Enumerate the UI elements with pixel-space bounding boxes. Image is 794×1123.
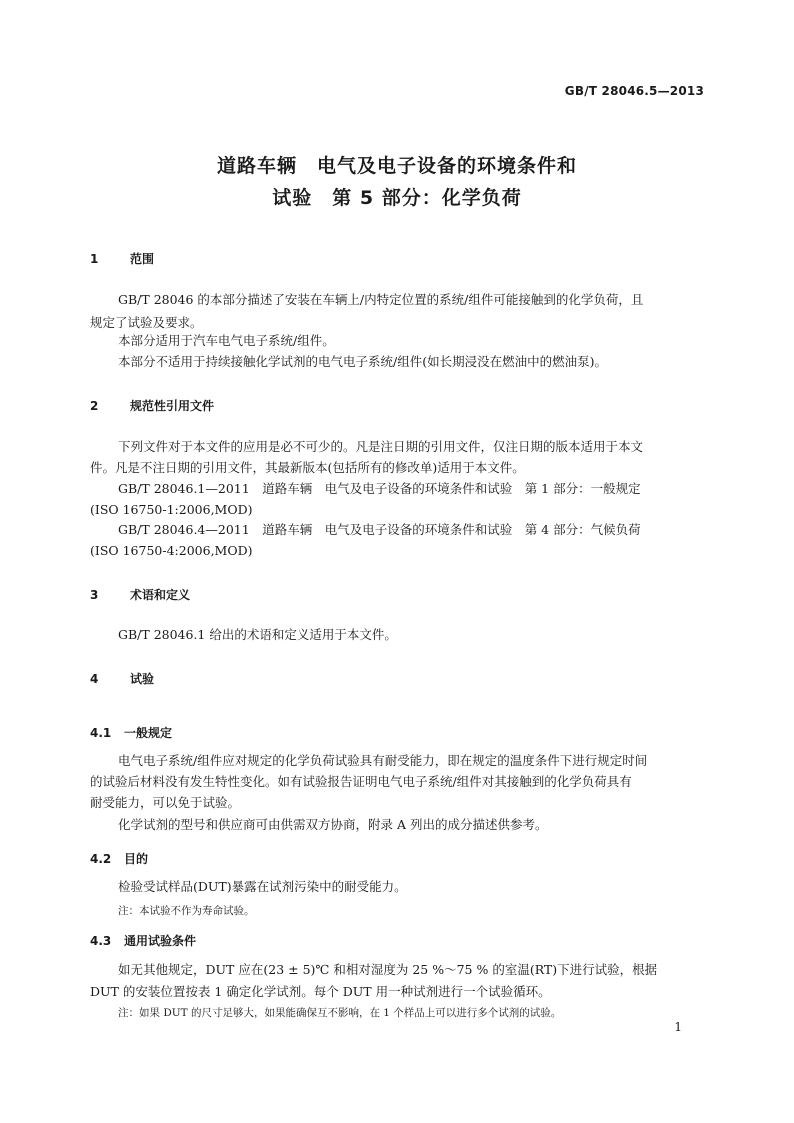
reference-entry-continuation: (ISO 16750-4:2006,MOD)	[90, 543, 253, 558]
paragraph: 本部分不适用于持续接触化学试剂的电气电子系统/组件(如长期浸没在燃油中的燃油泵)。	[118, 354, 607, 369]
section-4-heading	[90, 670, 154, 687]
section-title: 规范性引用文件	[130, 399, 215, 413]
paragraph: 电气电子系统/组件应对规定的化学负荷试验具有耐受能力，即在规定的温度条件下进行规定时间	[118, 753, 648, 768]
paragraph: 本部分适用于汽车电气电子系统/组件。	[118, 333, 335, 348]
paragraph: 如无其他规定，DUT 应在(23 ± 5)℃ 和相对湿度为 25 %～75 % 的室温(RT)下进行试验，根据	[118, 962, 658, 977]
page-number: 1	[674, 1020, 682, 1034]
paragraph: 化学试剂的型号和供应商可由供需双方协商，附录 A 列出的成分描述供参考。	[118, 817, 548, 832]
section-title: 术语和定义	[130, 588, 191, 602]
subsection-4-3-heading	[90, 932, 196, 949]
paragraph-continuation: 件。凡是不注日期的引用文件，其最新版本(包括所有的修改单)适用于本文件。	[90, 460, 525, 475]
note: 注：本试验不作为寿命试验。	[118, 905, 255, 917]
section-title: 通用试验条件	[124, 934, 197, 948]
section-1-heading	[90, 250, 154, 267]
document-title-line-2: 试验 第 5 部分：化学负荷	[272, 187, 522, 209]
paragraph: 检验受试样品(DUT)暴露在试剂污染中的耐受能力。	[118, 879, 407, 894]
subsection-4-2-heading	[90, 850, 148, 867]
section-number: 1	[90, 252, 99, 266]
paragraph-continuation: 耐受能力，可以免于试验。	[90, 795, 241, 810]
section-number: 4.1	[90, 726, 112, 740]
section-title: 范围	[130, 252, 155, 266]
note: 注：如果 DUT 的尺寸足够大，如果能确保互不影响，在 1 个样品上可以进行多个试剂的试验。	[118, 1007, 562, 1019]
standard-code: GB/T 28046.5—2013	[564, 84, 704, 98]
section-number: 4.3	[90, 934, 112, 948]
section-3-heading	[90, 586, 190, 603]
reference-entry: GB/T 28046.4—2011 道路车辆 电气及电子设备的环境条件和试验 第 4 部分：气候负荷	[118, 522, 641, 537]
paragraph-continuation: 规定了试验及要求。	[90, 315, 203, 330]
paragraph: GB/T 28046.1 给出的术语和定义适用于本文件。	[118, 627, 397, 642]
section-title: 目的	[124, 852, 149, 866]
subsection-4-1-heading	[90, 724, 172, 741]
paragraph: 下列文件对于本文件的应用是必不可少的。凡是注日期的引用文件，仅注日期的版本适用于本文	[118, 439, 644, 454]
section-number: 2	[90, 399, 99, 413]
paragraph: GB/T 28046 的本部分描述了安装在车辆上/内特定位置的系统/组件可能接触到的化学负荷，且	[118, 292, 644, 307]
paragraph-continuation: 的试验后材料没有发生特性变化。如有试验报告证明电气电子系统/组件对其接触到的化学负荷具有	[90, 774, 632, 789]
reference-entry: GB/T 28046.1—2011 道路车辆 电气及电子设备的环境条件和试验 第 1 部分：一般规定	[118, 481, 641, 496]
paragraph-continuation: DUT 的安装位置按表 1 确定化学试剂。每个 DUT 用一种试剂进行一个试验循环。	[90, 984, 551, 999]
section-2-heading	[90, 397, 214, 414]
section-title: 一般规定	[124, 726, 173, 740]
document-title-line-1: 道路车辆 电气及电子设备的环境条件和	[216, 155, 577, 177]
section-number: 4	[90, 672, 99, 686]
section-title: 试验	[130, 672, 155, 686]
reference-entry-continuation: (ISO 16750-1:2006,MOD)	[90, 502, 253, 517]
section-number: 4.2	[90, 852, 112, 866]
section-number: 3	[90, 588, 99, 602]
